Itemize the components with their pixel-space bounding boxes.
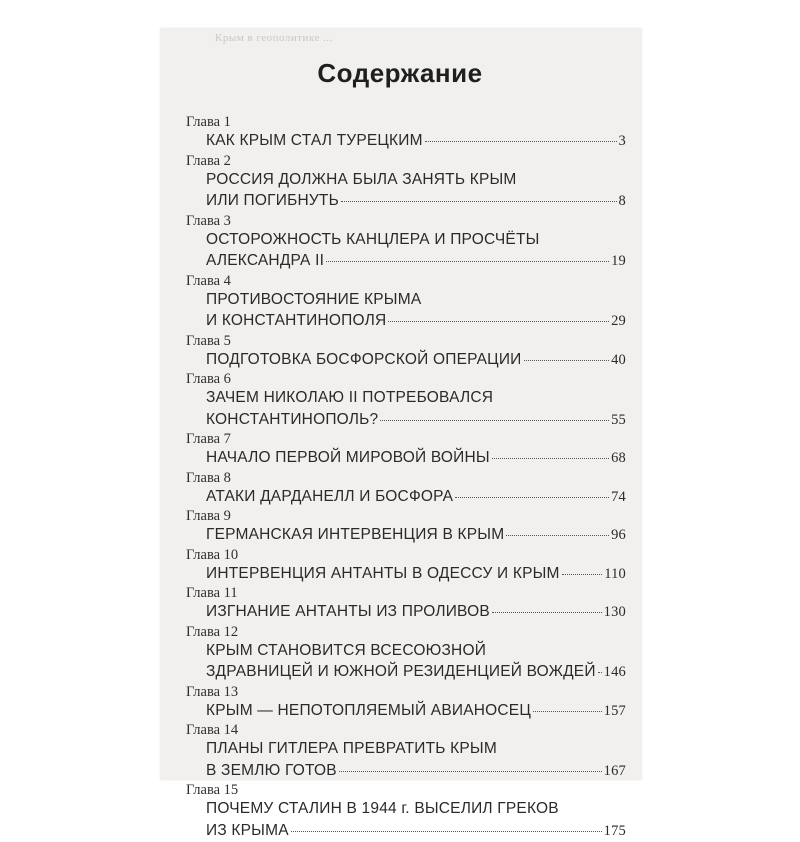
chapter-title-line: ИНТЕРВЕНЦИЯ АНТАНТЫ В ОДЕССУ И КРЫМ bbox=[206, 563, 560, 585]
chapter-label: Глава 4 bbox=[186, 273, 626, 289]
chapter-label: Глава 14 bbox=[186, 722, 626, 738]
chapter-title-line: И КОНСТАНТИНОПОЛЯ bbox=[206, 310, 386, 332]
chapter-title-line: ПОЧЕМУ СТАЛИН В 1944 г. ВЫСЕЛИЛ ГРЕКОВ bbox=[206, 798, 626, 820]
page-number: 130 bbox=[604, 602, 626, 624]
dot-leader bbox=[425, 141, 617, 142]
chapter-label: Глава 5 bbox=[186, 333, 626, 349]
chapter-title-line: ИЛИ ПОГИБНУТЬ bbox=[206, 190, 339, 212]
page-number: 175 bbox=[604, 821, 626, 842]
toc-entry[interactable] bbox=[206, 447, 626, 470]
chapter-label: Глава 1 bbox=[186, 114, 626, 130]
chapter-label: Глава 11 bbox=[186, 585, 626, 601]
toc-entry[interactable] bbox=[206, 738, 626, 782]
dot-leader bbox=[506, 535, 609, 536]
page-number: 96 bbox=[611, 525, 626, 547]
dot-leader bbox=[492, 612, 602, 613]
toc-entry[interactable] bbox=[206, 349, 626, 372]
dot-leader bbox=[341, 201, 617, 202]
chapter-title-line: КАК КРЫМ СТАЛ ТУРЕЦКИМ bbox=[206, 130, 423, 152]
page-number: 3 bbox=[619, 131, 626, 153]
dot-leader bbox=[492, 458, 609, 459]
toc-entry[interactable] bbox=[206, 130, 626, 153]
page-number: 19 bbox=[611, 251, 626, 273]
page-number: 40 bbox=[611, 350, 626, 372]
chapter-title-line: КОНСТАНТИНОПОЛЬ? bbox=[206, 409, 378, 431]
table-of-contents bbox=[186, 114, 626, 842]
toc-entry[interactable] bbox=[206, 563, 626, 586]
page-number: 8 bbox=[619, 191, 626, 213]
chapter-label: Глава 13 bbox=[186, 684, 626, 700]
toc-entry[interactable] bbox=[206, 229, 626, 273]
toc-entry[interactable] bbox=[206, 289, 626, 333]
page-number: 157 bbox=[604, 701, 626, 723]
chapter-label: Глава 9 bbox=[186, 508, 626, 524]
chapter-label: Глава 3 bbox=[186, 213, 626, 229]
page-title: Содержание bbox=[0, 58, 800, 89]
dot-leader bbox=[455, 497, 609, 498]
page-number: 146 bbox=[604, 662, 626, 684]
chapter-label: Глава 6 bbox=[186, 371, 626, 387]
chapter-title-line: ИЗ КРЫМА bbox=[206, 820, 289, 842]
chapter-title-line: АТАКИ ДАРДАНЕЛЛ И БОСФОРА bbox=[206, 486, 453, 508]
chapter-title-line: АЛЕКСАНДРА II bbox=[206, 250, 324, 272]
page-number: 167 bbox=[604, 761, 626, 783]
dot-leader bbox=[339, 771, 602, 772]
dot-leader bbox=[380, 420, 609, 421]
toc-entry[interactable] bbox=[206, 486, 626, 509]
chapter-title-line: РОССИЯ ДОЛЖНА БЫЛА ЗАНЯТЬ КРЫМ bbox=[206, 169, 626, 191]
dot-leader bbox=[562, 574, 603, 575]
chapter-title-line: НАЧАЛО ПЕРВОЙ МИРОВОЙ ВОЙНЫ bbox=[206, 447, 490, 469]
chapter-title-line: ЗАЧЕМ НИКОЛАЮ II ПОТРЕБОВАЛСЯ bbox=[206, 387, 626, 409]
chapter-label: Глава 8 bbox=[186, 470, 626, 486]
chapter-title-line: ОСТОРОЖНОСТЬ КАНЦЛЕРА И ПРОСЧЁТЫ bbox=[206, 229, 626, 251]
chapter-title-line: ГЕРМАНСКАЯ ИНТЕРВЕНЦИЯ В КРЫМ bbox=[206, 524, 504, 546]
chapter-title-line: ИЗГНАНИЕ АНТАНТЫ ИЗ ПРОЛИВОВ bbox=[206, 601, 490, 623]
chapter-title-line: КРЫМ — НЕПОТОПЛЯЕМЫЙ АВИАНОСЕЦ bbox=[206, 700, 531, 722]
chapter-label: Глава 2 bbox=[186, 153, 626, 169]
chapter-label: Глава 15 bbox=[186, 782, 626, 798]
chapter-title-line: КРЫМ СТАНОВИТСЯ ВСЕСОЮЗНОЙ bbox=[206, 640, 626, 662]
toc-entry[interactable] bbox=[206, 601, 626, 624]
toc-entry[interactable] bbox=[206, 169, 626, 213]
toc-entry[interactable] bbox=[206, 700, 626, 723]
chapter-label: Глава 12 bbox=[186, 624, 626, 640]
chapter-title-line: ПЛАНЫ ГИТЛЕРА ПРЕВРАТИТЬ КРЫМ bbox=[206, 738, 626, 760]
running-head: Крым в геополитике ... bbox=[215, 32, 333, 44]
chapter-title-line: ПОДГОТОВКА БОСФОРСКОЙ ОПЕРАЦИИ bbox=[206, 349, 522, 371]
toc-entry[interactable] bbox=[206, 640, 626, 684]
dot-leader bbox=[524, 360, 610, 361]
toc-entry[interactable] bbox=[206, 798, 626, 842]
page-number: 29 bbox=[611, 311, 626, 333]
page-number: 55 bbox=[611, 410, 626, 432]
chapter-title-line: ПРОТИВОСТОЯНИЕ КРЫМА bbox=[206, 289, 626, 311]
toc-entry[interactable] bbox=[206, 387, 626, 431]
page-number: 74 bbox=[611, 487, 626, 509]
chapter-title-line: ЗДРАВНИЦЕЙ И ЮЖНОЙ РЕЗИДЕНЦИЕЙ ВОЖДЕЙ bbox=[206, 661, 596, 683]
toc-entry[interactable] bbox=[206, 524, 626, 547]
dot-leader bbox=[598, 672, 602, 673]
dot-leader bbox=[326, 261, 609, 262]
chapter-label: Глава 7 bbox=[186, 431, 626, 447]
page-number: 68 bbox=[611, 448, 626, 470]
chapter-label: Глава 10 bbox=[186, 547, 626, 563]
chapter-title-line: В ЗЕМЛЮ ГОТОВ bbox=[206, 760, 337, 782]
dot-leader bbox=[291, 831, 602, 832]
dot-leader bbox=[388, 321, 609, 322]
page-number: 110 bbox=[604, 564, 626, 586]
dot-leader bbox=[533, 711, 602, 712]
